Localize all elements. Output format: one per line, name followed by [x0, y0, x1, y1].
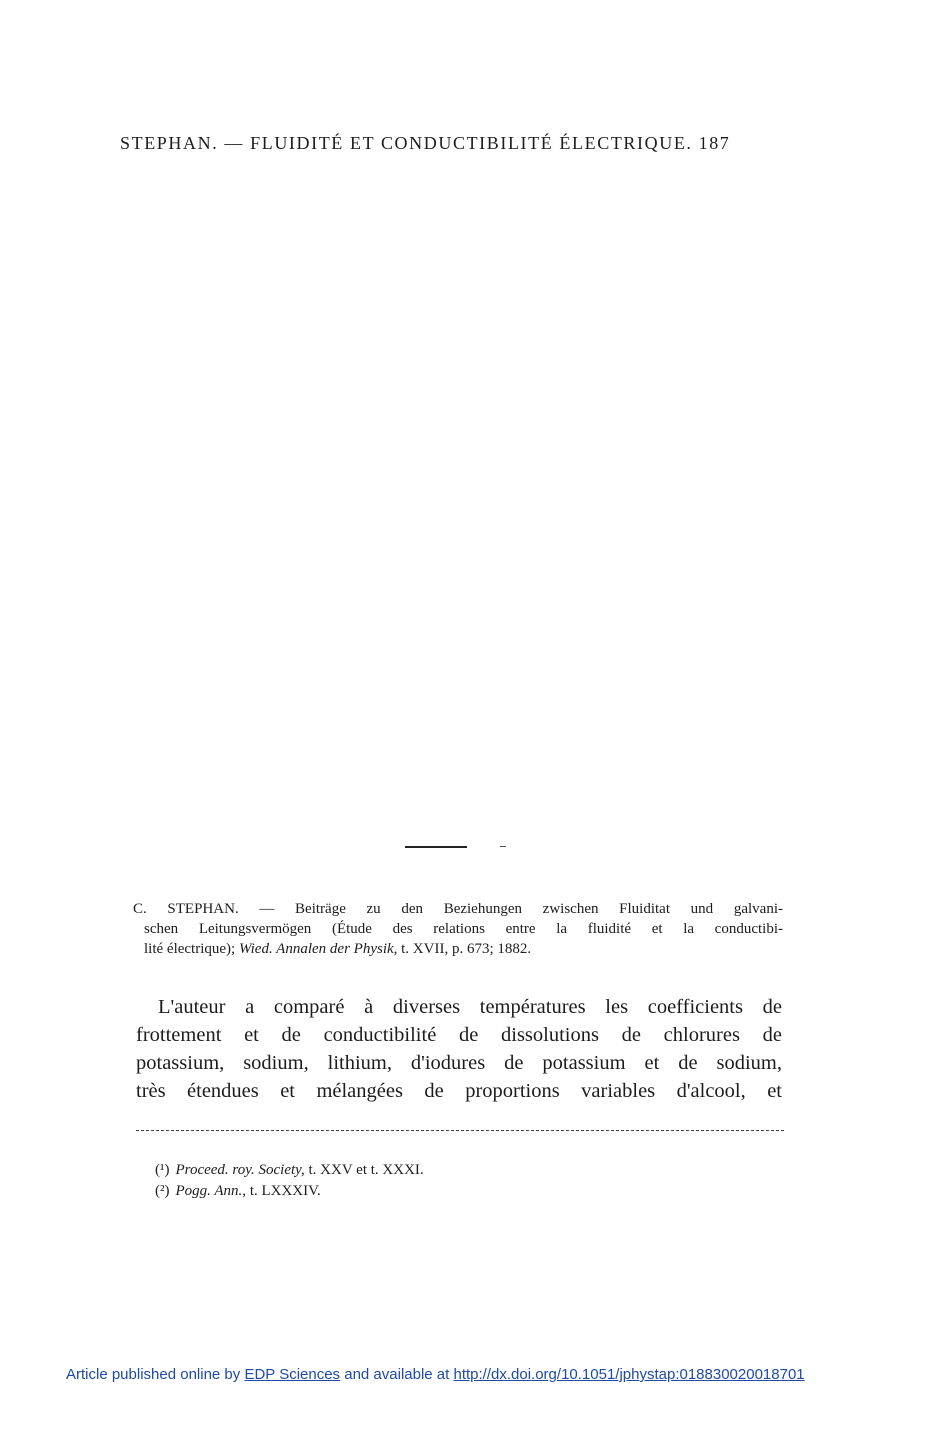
footnote-rule [136, 1130, 784, 1132]
body-line-3: potassium, sodium, lithium, d'iodures de potassium et de sodium, [136, 1052, 782, 1074]
citation-line-1: C. STEPHAN. — Beiträge zu den Beziehungen zwischen Fluiditat und galvani- [133, 901, 783, 917]
body-paragraph [136, 993, 782, 1105]
citation-line-3-start: lité électrique); [144, 941, 236, 957]
footnotes [155, 1160, 424, 1202]
running-header: STEPHAN. — FLUIDITÉ ET CONDUCTIBILITÉ ÉLECTRIQUE. 187 [120, 133, 731, 153]
citation-line-3-end: t. XVII, p. 673; 1882. [401, 941, 532, 957]
footnote-2 [155, 1181, 424, 1202]
footnote-1-rest: t. XXV et t. XXXI. [308, 1162, 424, 1178]
body-line-4: très étendues et mélangées de proportions variables d'alcool, et [136, 1080, 782, 1102]
footnote-1-mark: (¹) [155, 1162, 170, 1178]
citation-journal: Wied. Annalen der Physik, [238, 941, 398, 957]
separator-dot [500, 846, 506, 847]
section-separator-ornament [405, 845, 505, 849]
publisher-middle: and available at [344, 1366, 450, 1383]
body-line-1: L'auteur a comparé à diverses températures les coefficients de [158, 996, 782, 1018]
footnote-2-journal: Pogg. Ann., [175, 1183, 247, 1199]
publisher-bar [66, 1366, 805, 1383]
bibliographic-citation [133, 899, 783, 959]
footnote-1-journal: Proceed. roy. Society, [175, 1162, 305, 1178]
separator-rule [405, 846, 467, 848]
footnote-2-rest: t. LXXXIV. [249, 1183, 321, 1199]
publisher-prefix: Article published online by [66, 1366, 241, 1383]
citation-line-3 [133, 939, 783, 959]
citation-line-2: schen Leitungsvermögen (Étude des relations entre la fluidité et la conductibi- [144, 921, 783, 937]
footnote-2-mark: (²) [155, 1183, 170, 1199]
footnote-1 [155, 1160, 424, 1181]
body-line-2: frottement et de conductibilité de dissolutions de chlorures de [136, 1024, 782, 1046]
doi-link[interactable]: http://dx.doi.org/10.1051/jphystap:018830020018701 [453, 1366, 805, 1383]
publisher-link[interactable]: EDP Sciences [244, 1366, 341, 1383]
